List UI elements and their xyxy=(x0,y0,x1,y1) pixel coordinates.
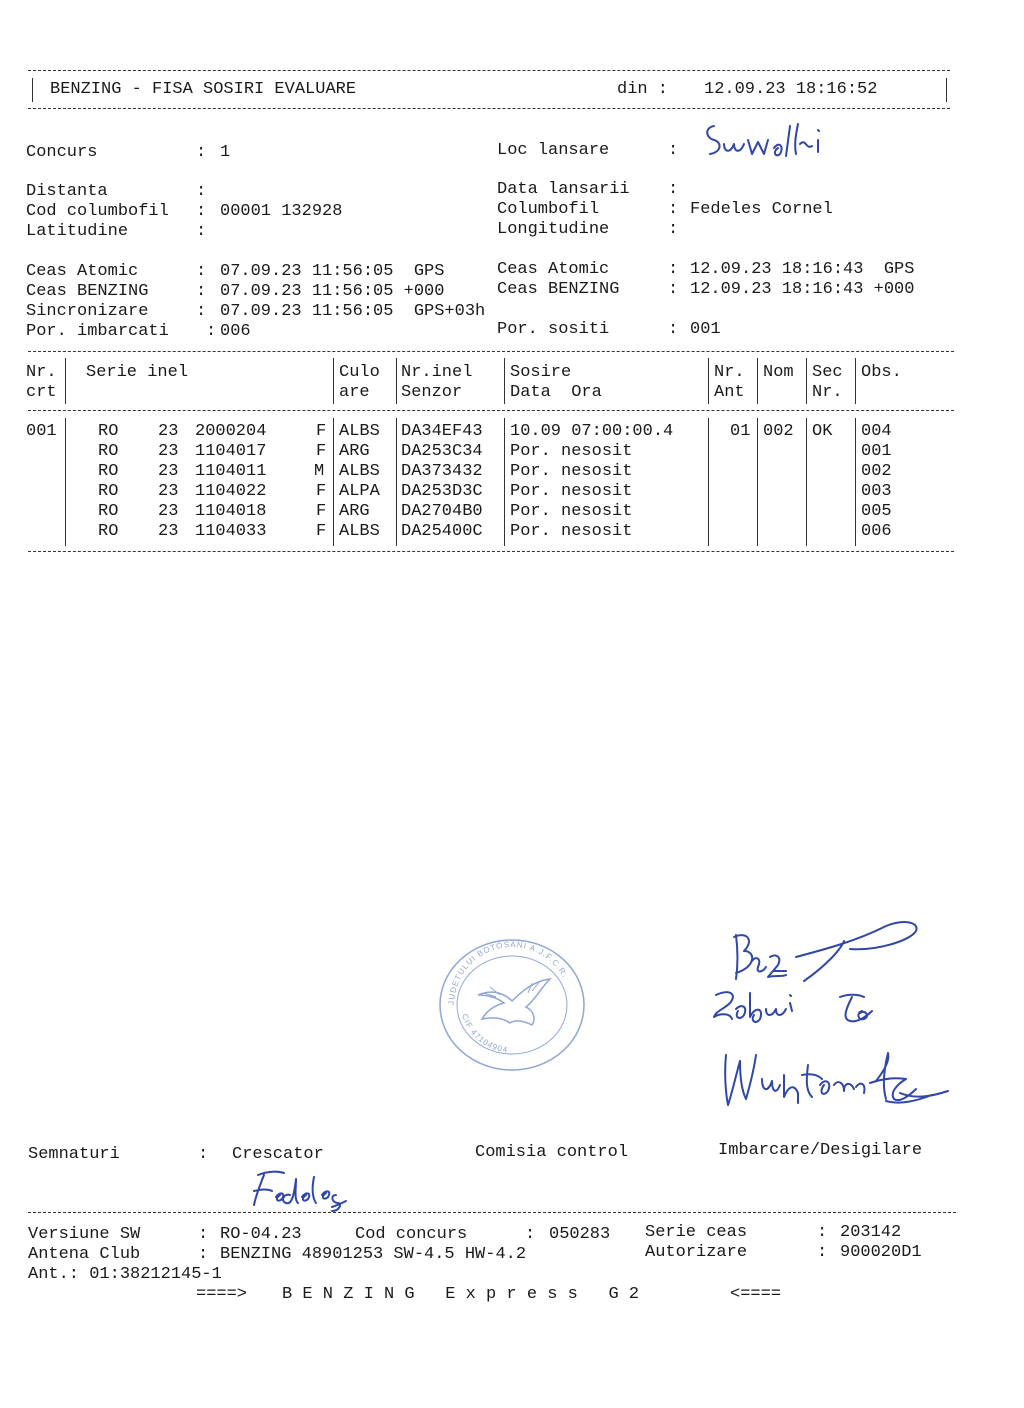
distanta-label: Distanta xyxy=(26,182,108,201)
colon: : xyxy=(198,1225,209,1244)
cell-arrival: Por. nesosit xyxy=(510,502,633,521)
colon: : xyxy=(196,182,207,201)
th-culoare-2: are xyxy=(339,383,370,402)
cod-columbofil-label: Cod columbofil xyxy=(26,202,169,221)
col-sep xyxy=(757,418,758,546)
colon: : xyxy=(668,260,679,279)
longitudine-label: Longitudine xyxy=(497,220,610,239)
cell-sensor: DA373432 xyxy=(401,462,483,481)
data-lansarii-label: Data lansarii xyxy=(497,180,630,199)
autorizare-label: Autorizare xyxy=(645,1243,748,1262)
cell-sex: F xyxy=(316,522,327,541)
concurs-label: Concurs xyxy=(26,143,98,162)
cell-color: ARG xyxy=(339,502,370,521)
colon: : xyxy=(525,1225,536,1244)
col-sep xyxy=(504,358,505,404)
ant-line: Ant.: 01:38212145-1 xyxy=(28,1265,222,1284)
col-sep xyxy=(396,358,397,404)
th-nom: Nom xyxy=(763,363,794,382)
comisia-signatures-handwriting xyxy=(700,905,960,1125)
cell-year: 23 xyxy=(158,462,179,481)
th-sec-2: Nr. xyxy=(812,383,843,402)
cell-ring: 1104011 xyxy=(195,462,267,481)
cell-nom: 002 xyxy=(763,422,794,441)
table-bottom-border xyxy=(28,551,954,552)
col-sep xyxy=(708,418,709,546)
cell-color: ARG xyxy=(339,442,370,461)
autorizare-value: 900020D1 xyxy=(840,1243,922,1262)
cell-sex: F xyxy=(316,502,327,521)
colon: : xyxy=(196,222,207,241)
th-obs: Obs. xyxy=(861,363,902,382)
colon: : xyxy=(668,280,679,299)
cell-country: RO xyxy=(98,462,119,481)
antena-label: Antena Club xyxy=(28,1245,141,1264)
cell-country: RO xyxy=(98,502,119,521)
cell-obs: 003 xyxy=(861,482,892,501)
th-nr-ant-1: Nr. xyxy=(714,363,745,382)
cell-sex: F xyxy=(316,422,327,441)
cell-year: 23 xyxy=(158,442,179,461)
th-serie-inel: Serie inel xyxy=(86,363,189,382)
cell-year: 23 xyxy=(158,482,179,501)
cell-country: RO xyxy=(98,422,119,441)
crescator-label: Crescator xyxy=(232,1145,324,1164)
col-sep xyxy=(65,418,66,546)
cell-obs: 001 xyxy=(861,442,892,461)
clock-left-value-2: 07.09.23 11:56:05 GPS+03h xyxy=(220,302,486,321)
col-sep xyxy=(855,358,856,404)
cell-sensor: DA34EF43 xyxy=(401,422,483,441)
concurs-value: 1 xyxy=(220,143,231,162)
th-crt: crt xyxy=(26,383,57,402)
columbofil-value: Fedeles Cornel xyxy=(690,200,833,219)
row-crt: 001 xyxy=(26,422,57,441)
col-sep xyxy=(333,418,334,546)
colon: : xyxy=(817,1243,828,1262)
colon: : xyxy=(668,320,679,339)
colon: : xyxy=(196,202,207,221)
cod-columbofil-value: 00001 132928 xyxy=(220,202,343,221)
header-top-border xyxy=(28,70,950,71)
col-sep xyxy=(396,418,397,546)
cell-color: ALPA xyxy=(339,482,380,501)
col-sep xyxy=(806,358,807,404)
versiune-value: RO-04.23 xyxy=(220,1225,302,1244)
din-label: din : xyxy=(617,80,669,99)
th-nr: Nr. xyxy=(26,363,57,382)
cell-color: ALBS xyxy=(339,522,380,541)
colon: : xyxy=(668,200,679,219)
loc-lansare-handwriting xyxy=(700,118,840,166)
th-nr-inel: Nr.inel xyxy=(401,363,473,382)
clock-right-value-2: 001 xyxy=(690,320,721,339)
cell-sex: F xyxy=(316,482,327,501)
cell-arrival: Por. nesosit xyxy=(510,482,633,501)
crescator-signature-handwriting xyxy=(244,1165,354,1213)
clock-right-value-0: 12.09.23 18:16:43 GPS xyxy=(690,260,915,279)
table-top-border xyxy=(28,351,954,352)
th-culoare-1: Culo xyxy=(339,363,380,382)
colon: : xyxy=(198,1145,209,1164)
colon: : xyxy=(206,322,217,341)
th-nr-ant-2: Ant xyxy=(714,383,745,402)
latitudine-label: Latitudine xyxy=(26,222,129,241)
th-data-ora: Data Ora xyxy=(510,383,602,402)
header-right-border xyxy=(946,78,947,102)
cell-ring: 1104018 xyxy=(195,502,267,521)
colon: : xyxy=(817,1223,828,1242)
colon: : xyxy=(668,180,679,199)
clock-left-value-3: 006 xyxy=(220,322,251,341)
cell-arrival: Por. nesosit xyxy=(510,442,633,461)
col-sep xyxy=(333,358,334,404)
cell-arrival: Por. nesosit xyxy=(510,522,633,541)
colon: : xyxy=(196,282,207,301)
colon: : xyxy=(668,220,679,239)
col-sep xyxy=(504,418,505,546)
table-header-border xyxy=(28,410,954,411)
colon: : xyxy=(198,1245,209,1264)
cell-obs: 004 xyxy=(861,422,892,441)
th-sosire: Sosire xyxy=(510,363,572,382)
comisia-label: Comisia control xyxy=(475,1143,629,1162)
loc-lansare-label: Loc lansare xyxy=(497,141,610,160)
clock-left-value-0: 07.09.23 11:56:05 GPS xyxy=(220,262,445,281)
colon: : xyxy=(196,262,207,281)
header-bottom-border xyxy=(28,108,950,109)
cell-ring: 1104033 xyxy=(195,522,267,541)
brand-text: B E N Z I N G E x p r e s s G 2 xyxy=(282,1285,640,1304)
th-sec-1: Sec xyxy=(812,363,843,382)
cell-sensor: DA25400C xyxy=(401,522,483,541)
cell-arrival: 10.09 07:00:00.4 xyxy=(510,422,674,441)
clock-left-value-1: 07.09.23 11:56:05 +000 xyxy=(220,282,445,301)
cell-ring: 1104017 xyxy=(195,442,267,461)
cell-ring: 2000204 xyxy=(195,422,267,441)
col-sep xyxy=(855,418,856,546)
stamp-text-top: JUDETULUI BOTOSANI A.J.F.C.R. xyxy=(446,939,570,1006)
brand-arrow-right: <==== xyxy=(730,1285,782,1304)
colon: : xyxy=(196,302,207,321)
cell-color: ALBS xyxy=(339,422,380,441)
clock-right-label-2: Por. sositi xyxy=(497,320,610,339)
cell-sensor: DA253D3C xyxy=(401,482,483,501)
cell-year: 23 xyxy=(158,522,179,541)
serie-ceas-value: 203142 xyxy=(840,1223,902,1242)
versiune-label: Versiune SW xyxy=(28,1225,141,1244)
clock-left-label-0: Ceas Atomic xyxy=(26,262,139,281)
cell-obs: 006 xyxy=(861,522,892,541)
cell-obs: 005 xyxy=(861,502,892,521)
cell-arrival: Por. nesosit xyxy=(510,462,633,481)
clock-right-value-1: 12.09.23 18:16:43 +000 xyxy=(690,280,915,299)
cell-year: 23 xyxy=(158,422,179,441)
stamp-text-bottom: CIF 47104904 xyxy=(460,1012,509,1055)
clock-right-label-0: Ceas Atomic xyxy=(497,260,610,279)
col-sep xyxy=(708,358,709,404)
serie-ceas-label: Serie ceas xyxy=(645,1223,748,1242)
clock-left-label-3: Por. imbarcati xyxy=(26,322,169,341)
cell-country: RO xyxy=(98,442,119,461)
semnaturi-label: Semnaturi xyxy=(28,1145,120,1164)
col-sep xyxy=(65,358,66,404)
col-sep xyxy=(806,418,807,546)
columbofil-label: Columbofil xyxy=(497,200,600,219)
cell-obs: 002 xyxy=(861,462,892,481)
clock-right-label-1: Ceas BENZING xyxy=(497,280,620,299)
cell-country: RO xyxy=(98,522,119,541)
cell-sensor: DA2704B0 xyxy=(401,502,483,521)
club-stamp xyxy=(432,935,592,1075)
imbarcare-label: Imbarcare/Desigilare xyxy=(718,1141,923,1160)
clock-left-label-2: Sincronizare xyxy=(26,302,149,321)
cell-year: 23 xyxy=(158,502,179,521)
cell-sex: M xyxy=(314,462,325,481)
cell-color: ALBS xyxy=(339,462,380,481)
cell-sex: F xyxy=(316,442,327,461)
th-senzor: Senzor xyxy=(401,383,463,402)
brand-arrow-left: ====> xyxy=(196,1285,248,1304)
cell-ant: 01 xyxy=(730,422,751,441)
din-value: 12.09.23 18:16:52 xyxy=(704,80,878,99)
cell-sensor: DA253C34 xyxy=(401,442,483,461)
colon: : xyxy=(196,143,207,162)
footer-top-border xyxy=(28,1212,956,1213)
colon: : xyxy=(668,141,679,160)
header-left-border xyxy=(32,78,33,102)
document-title: BENZING - FISA SOSIRI EVALUARE xyxy=(50,80,357,99)
cell-ring: 1104022 xyxy=(195,482,267,501)
cod-concurs-value: 050283 xyxy=(549,1225,611,1244)
antena-value: BENZING 48901253 SW-4.5 HW-4.2 xyxy=(220,1245,527,1264)
cod-concurs-label: Cod concurs xyxy=(355,1225,468,1244)
cell-sec: OK xyxy=(812,422,833,441)
cell-country: RO xyxy=(98,482,119,501)
clock-left-label-1: Ceas BENZING xyxy=(26,282,149,301)
col-sep xyxy=(757,358,758,404)
